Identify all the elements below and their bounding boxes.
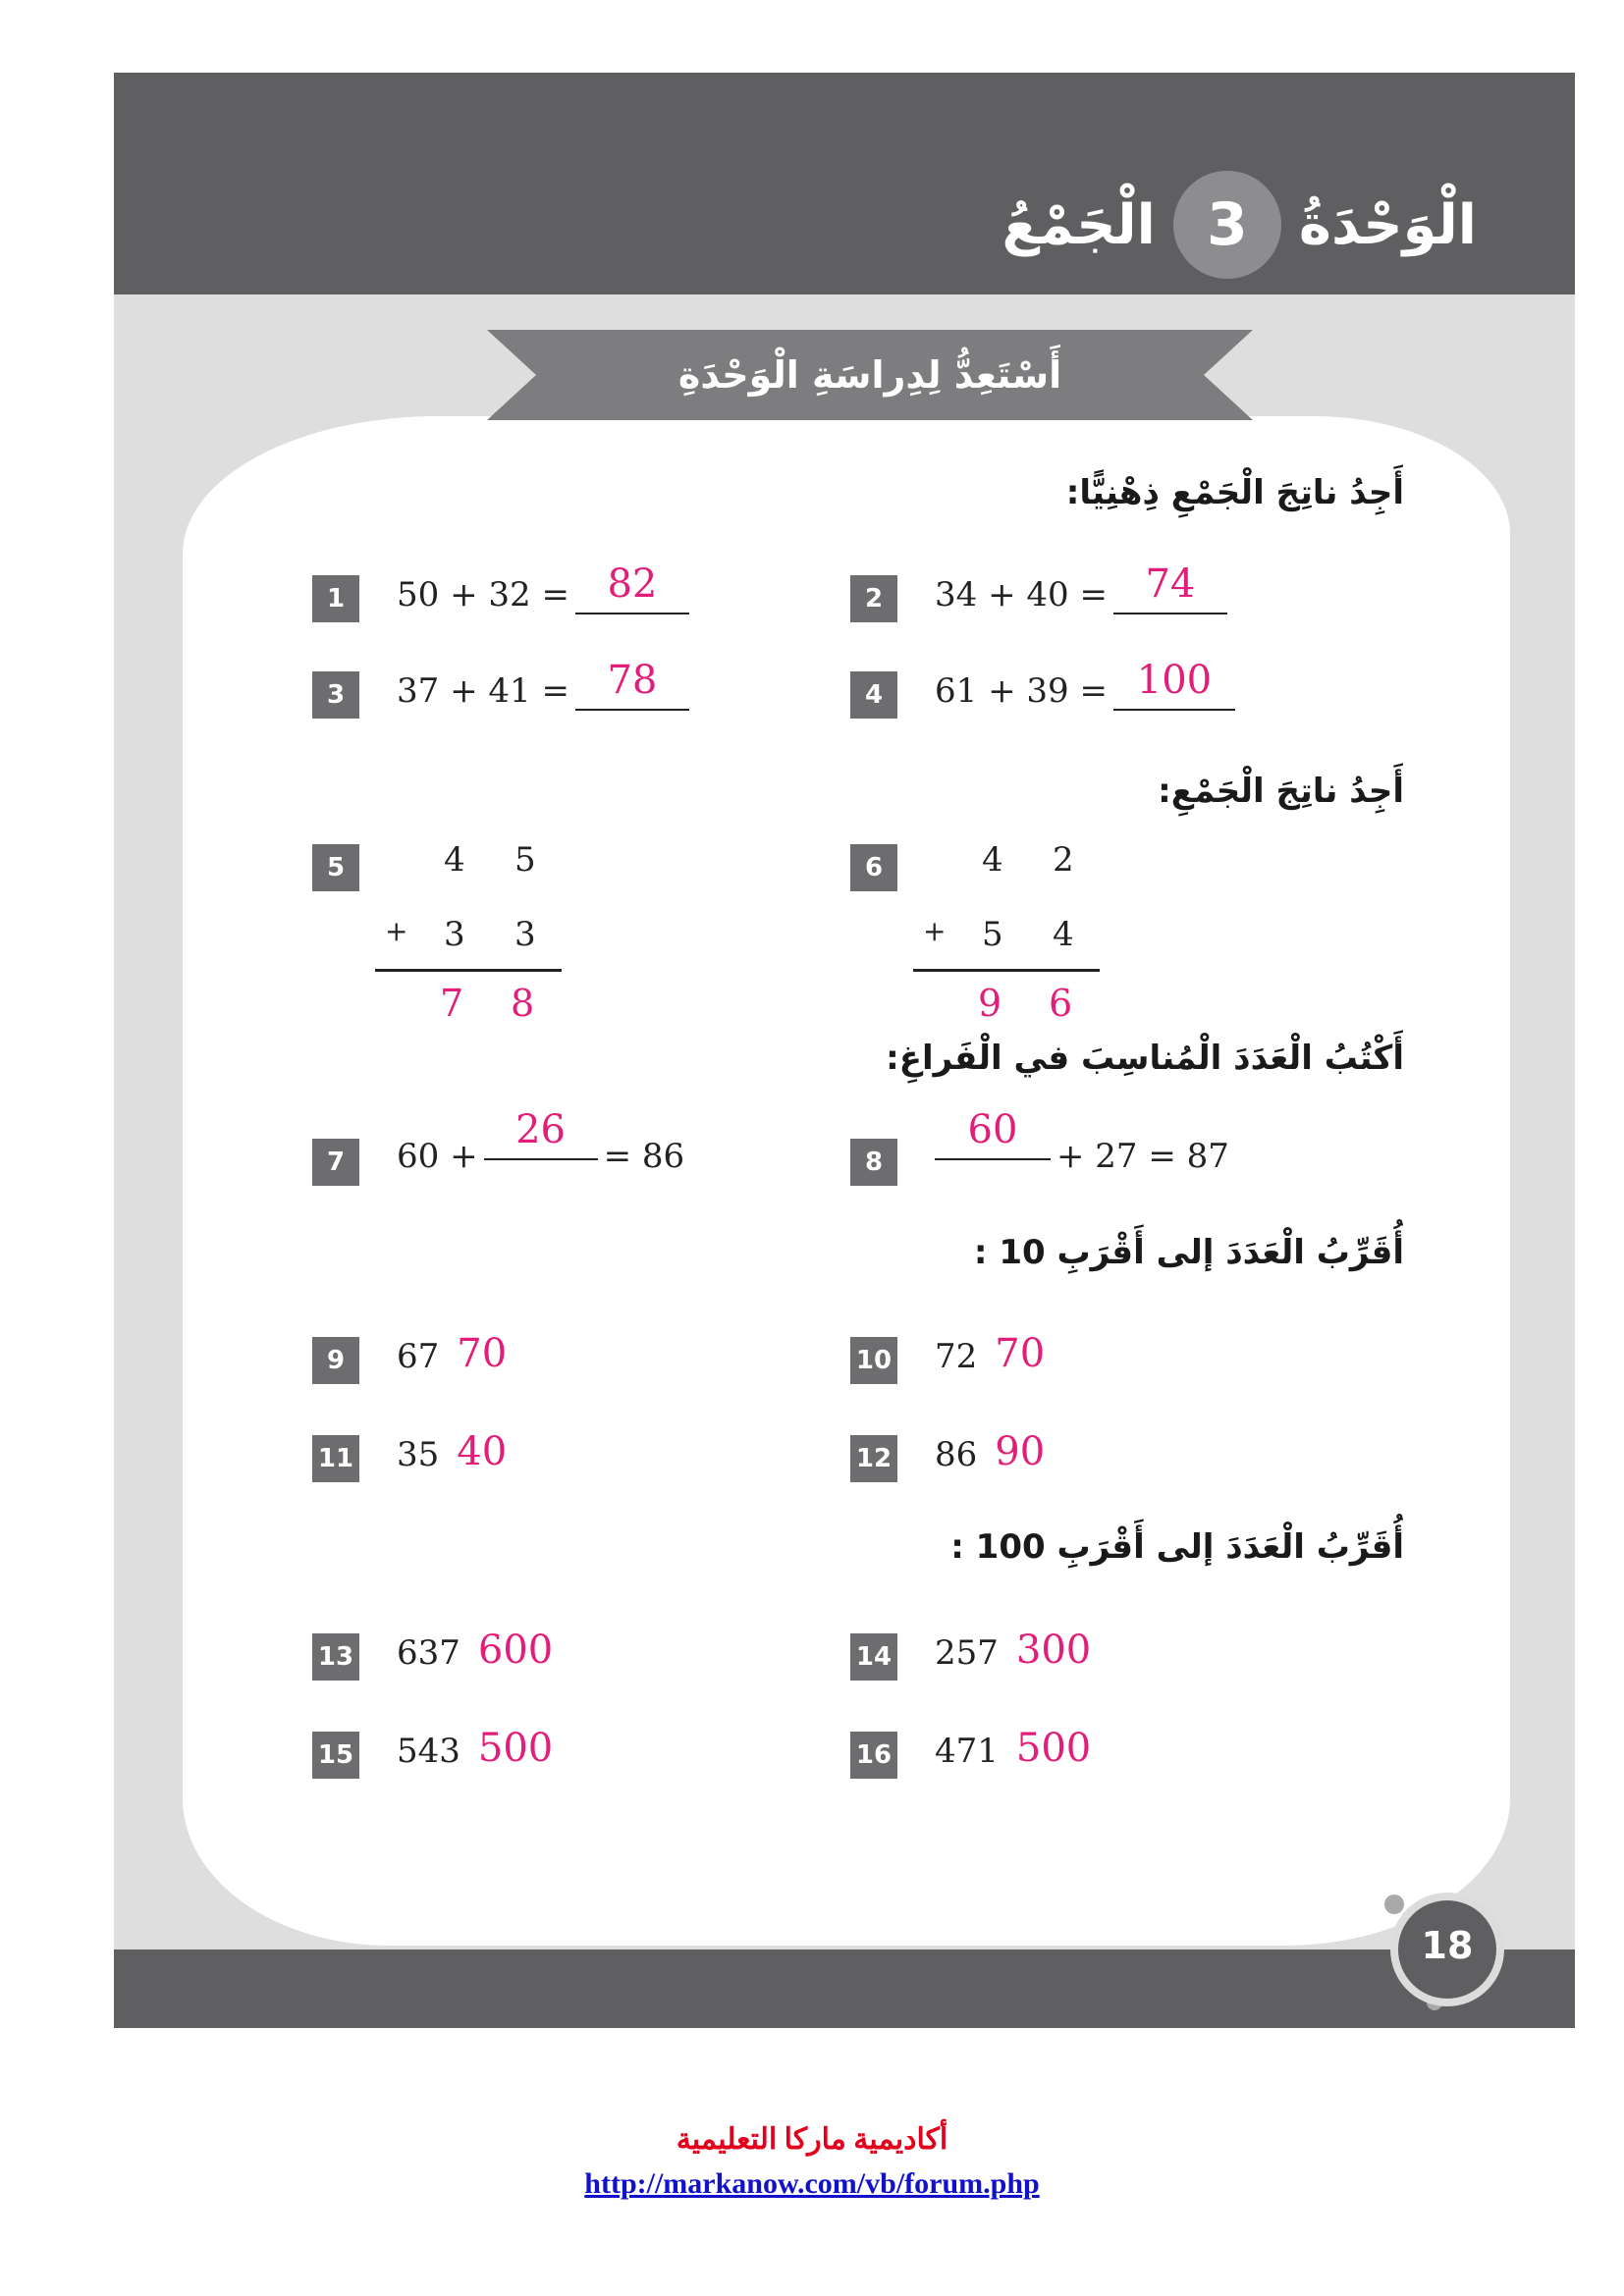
question-number-5: 5 (312, 844, 359, 891)
q5-plus: + (385, 915, 408, 947)
instruction-addition: أَجِدُ ناتِجَ الْجَمْعِ: (1158, 772, 1404, 811)
answer: 26 (515, 1107, 567, 1152)
q5-answer-ones: 8 (511, 982, 535, 1025)
answer-blank[interactable] (484, 1107, 598, 1160)
page-number: 18 (1421, 1924, 1474, 1967)
q6-answer-ones: 6 (1049, 982, 1073, 1025)
question-number-4: 4 (850, 671, 897, 719)
instruction-mental-addition: أَجِدُ ناتِجَ الْجَمْعِ ذِهْنِيًّا: (1065, 473, 1404, 512)
value: 471 (935, 1732, 999, 1771)
question-number-10: 10 (850, 1337, 897, 1384)
expression: 50 + 32 = (397, 575, 569, 614)
instruction-missing-number: أَكْتُبُ الْعَدَدَ الْمُناسِبَ في الْفَراغِ: (886, 1039, 1404, 1078)
question-number-11: 11 (312, 1435, 359, 1482)
q6-plus: + (923, 915, 947, 947)
answer: 82 (607, 561, 658, 607)
expression: 37 + 41 = (397, 671, 569, 711)
question-10 (935, 1331, 1045, 1376)
value: 72 (935, 1337, 978, 1376)
value: 637 (397, 1633, 460, 1673)
answer[interactable]: 500 (1015, 1726, 1092, 1771)
instruction-round-10: أُقَرِّبُ الْعَدَدَ إلى أَقْرَبِ 10 : (973, 1233, 1404, 1272)
q5-top-tens: 4 (444, 840, 465, 880)
question-number-16: 16 (850, 1732, 897, 1779)
answer-blank[interactable] (1113, 658, 1235, 711)
answer[interactable]: 70 (995, 1331, 1046, 1376)
expression: 61 + 39 = (935, 671, 1108, 711)
expression-after: = 86 (603, 1137, 685, 1176)
answer: 100 (1136, 658, 1213, 703)
q5-sum-line (375, 969, 562, 972)
footer-academy-name: أكاديمية ماركا التعليمية (676, 2123, 948, 2156)
unit-number-badge: 3 (1173, 171, 1281, 279)
q6-bottom-ones: 4 (1053, 915, 1074, 954)
question-7 (397, 1107, 685, 1176)
q6-answer-tens: 9 (978, 982, 1002, 1025)
section-banner-title: أَسْتَعِدُّ لِدِراسَةِ الْوَحْدَةِ (677, 353, 1062, 397)
question-12 (935, 1429, 1045, 1474)
answer-blank[interactable] (1113, 561, 1227, 614)
question-3 (397, 658, 689, 711)
answer[interactable]: 300 (1015, 1628, 1092, 1673)
question-number-3: 3 (312, 671, 359, 719)
page-number-badge (1380, 1885, 1508, 2016)
unit-name: الْجَمْعُ (1001, 192, 1156, 257)
question-4 (935, 658, 1235, 711)
answer[interactable]: 600 (477, 1628, 554, 1673)
question-15 (397, 1726, 553, 1771)
question-number-15: 15 (312, 1732, 359, 1779)
question-number-12: 12 (850, 1435, 897, 1482)
question-number-6: 6 (850, 844, 897, 891)
question-9 (397, 1331, 507, 1376)
q6-sum-line (913, 969, 1100, 972)
q5-bottom-ones: 3 (514, 915, 536, 954)
instruction-round-100: أُقَرِّبُ الْعَدَدَ إلى أَقْرَبِ 100 : (950, 1527, 1404, 1567)
q6-bottom-tens: 5 (982, 915, 1003, 954)
question-number-9: 9 (312, 1337, 359, 1384)
answer-blank[interactable] (575, 561, 689, 614)
q5-answer-tens: 7 (440, 982, 464, 1025)
question-14 (935, 1628, 1091, 1673)
answer[interactable]: 40 (457, 1429, 508, 1474)
value: 35 (397, 1435, 440, 1474)
question-number-7: 7 (312, 1139, 359, 1186)
question-11 (397, 1429, 507, 1474)
question-number-13: 13 (312, 1633, 359, 1681)
q6-top-ones: 2 (1053, 840, 1074, 880)
content-card (183, 416, 1510, 1946)
question-8 (935, 1107, 1229, 1176)
question-16 (935, 1726, 1091, 1771)
q6-top-tens: 4 (982, 840, 1003, 880)
footer-link[interactable]: http://markanow.com/vb/forum.php (584, 2167, 1040, 2200)
question-number-1: 1 (312, 575, 359, 622)
question-2 (935, 561, 1227, 614)
unit-header (1002, 171, 1478, 279)
answer: 74 (1145, 561, 1196, 607)
q5-top-ones: 5 (514, 840, 536, 880)
expression-after: + 27 = 87 (1056, 1137, 1229, 1176)
value: 543 (397, 1732, 460, 1771)
answer-blank[interactable] (935, 1107, 1051, 1160)
value: 86 (935, 1435, 978, 1474)
question-13 (397, 1628, 553, 1673)
expression-before: 60 + (397, 1137, 478, 1176)
answer: 78 (607, 658, 658, 703)
answer-blank[interactable] (575, 658, 689, 711)
question-1 (397, 561, 689, 614)
question-number-8: 8 (850, 1139, 897, 1186)
value: 67 (397, 1337, 440, 1376)
question-number-14: 14 (850, 1633, 897, 1681)
value: 257 (935, 1633, 999, 1673)
expression: 34 + 40 = (935, 575, 1108, 614)
question-number-2: 2 (850, 575, 897, 622)
q5-bottom-tens: 3 (444, 915, 465, 954)
answer[interactable]: 70 (457, 1331, 508, 1376)
answer[interactable]: 500 (477, 1726, 554, 1771)
answer: 60 (967, 1107, 1018, 1152)
unit-word: الْوَحْدَةُ (1298, 192, 1477, 257)
answer[interactable]: 90 (995, 1429, 1046, 1474)
